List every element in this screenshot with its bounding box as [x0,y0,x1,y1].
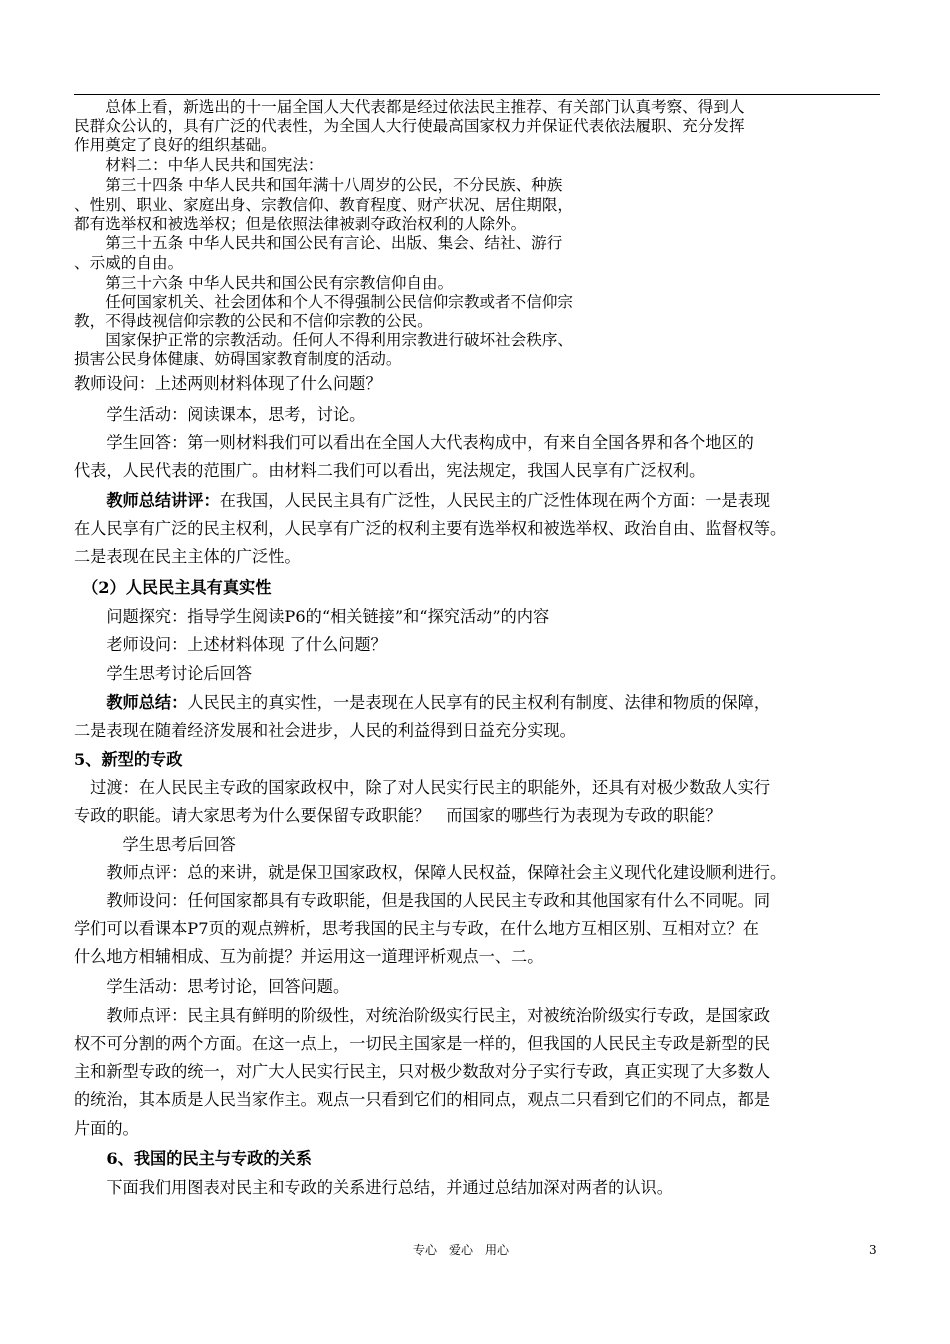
page-number: 3 [869,1243,877,1257]
section-heading [74,577,882,599]
text-line: 的统治，其本质是人民当家作主。观点一只看到它们的相同点，观点二只看到它们的不同点，都是 [74,1090,771,1109]
heading-text: （2）人民民主具有真实性 [90,578,272,597]
text-line: 学生思考后回答 [74,835,236,854]
section-heading: 5、新型的专政 [74,750,183,769]
text-line: 权不可分割的两个方面。在这一点上，一切民主国家是一样的，但我国的人民民主专政是新型的民 [74,1034,771,1053]
text-line: 教师点评：总的来讲，就是保卫国家政权，保障人民权益，保障社会主义现代化建设顺利进行。 [74,863,787,882]
text-line: 第三十五条 中华人民共和国公民有言论、出版、集会、结社、游行 [74,234,563,252]
paragraph-teacher-summary [74,490,882,512]
text-line: 材料二：中华人民共和国宪法： [74,156,324,174]
text-line: 学们可以看课本P7页的观点辨析，思考我国的民主与专政，在什么地方互相区别、互相对立？在 [74,919,759,938]
text-line: 任何国家机关、社会团体和个人不得强制公民信仰宗教或者不信仰宗 [74,293,574,311]
section-heading [74,1148,882,1170]
text-line: 过渡：在人民民主专政的国家政权中，除了对人民实行民主的职能外，还具有对极少数敌人实行 [74,778,771,797]
text-line: 教师设问：上述两则材料体现了什么问题？ [74,374,382,393]
text-line: 都有选举权和被选举权；但是依照法律被剥夺政治权利的人除外。 [74,215,527,233]
text-line: 专政的职能。请大家思考为什么要保留专政职能？ 而国家的哪些行为表现为专政的职能？ [74,806,722,825]
paragraph-teacher-conclusion [74,692,882,714]
text-line: 学生思考讨论后回答 [74,664,253,683]
text-line: 作用奠定了良好的组织基础。 [74,136,277,154]
text-line: 什么地方相辅相成、互为前提？并运用这一道理评析观点一、二。 [74,947,544,966]
text-line: 主和新型专政的统一，对广大人民实行民主，只对极少数敌对分子实行专政，真正实现了大多数人 [74,1062,771,1081]
text-line: 代表，人民代表的范围广。由材料二我们可以看出，宪法规定，我国人民享有广泛权利。 [74,461,706,480]
text-run: 人民民主的真实性，一是表现在人民享有的民主权利有制度、法律和物质的保障， [187,693,771,712]
text-line: 第三十六条 中华人民共和国公民有宗教信仰自由。 [74,274,454,292]
text-line: 学生活动：思考讨论，回答问题。 [74,977,350,996]
text-line: 、示威的自由。 [74,254,184,272]
text-line: 总体上看，新选出的十一届全国人大代表都是经过依法民主推荐、有关部门认真考察、得到人 [74,98,745,116]
text-line: 民群众公认的，具有广泛的代表性，为全国人大行使最高国家权力并保证代表依法履职、充分发挥 [74,117,745,135]
heading-text: 6、我国的民主与专政的关系 [106,1149,312,1168]
text-line: 二是表现在民主主体的广泛性。 [74,547,301,566]
text-line: 教师点评：民主具有鲜明的阶级性，对统治阶级实行民主，对被统治阶级实行专政，是国家政 [74,1006,771,1025]
bold-label: 教师总结讲评： [106,491,220,510]
text-line: 教，不得歧视信仰宗教的公民和不信仰宗教的公民。 [74,312,433,330]
text-line: 国家保护正常的宗教活动。任何人不得利用宗教进行破坏社会秩序、 [74,331,574,349]
text-line: 在人民享有广泛的民主权利，人民享有广泛的权利主要有选举权和被选举权、政治自由、监督权等。 [74,519,787,538]
header-rule [74,94,880,95]
text-line: 二是表现在随着经济发展和社会进步，人民的利益得到日益充分实现。 [74,721,576,740]
bold-label: 教师总结： [106,693,188,712]
text-line: 第三十四条 中华人民共和国年满十八周岁的公民，不分民族、种族 [74,176,563,194]
text-line: 下面我们用图表对民主和专政的关系进行总结，并通过总结加深对两者的认识。 [74,1178,673,1197]
text-line: 学生活动：阅读课本，思考，讨论。 [74,405,366,424]
text-line: 问题探究：指导学生阅读P6的“相关链接”和“探究活动”的内容 [74,607,550,626]
text-line: 、性别、职业、家庭出身、宗教信仰、教育程度、财产状况、居住期限， [74,196,574,214]
text-line: 片面的。 [74,1119,139,1138]
text-line: 老师设问：上述材料体现 了什么问题？ [74,635,387,654]
text-line: 学生回答：第一则材料我们可以看出在全国人大代表构成中，有来自全国各界和各个地区的 [74,433,754,452]
text-line: 教师设问：任何国家都具有专政职能，但是我国的人民民主专政和其他国家有什么不同呢。同 [74,891,771,910]
footer-motto: 专心 爱心 用心 [413,1243,510,1257]
text-run: 在我国，人民民主具有广泛性，人民民主的广泛性体现在两个方面：一是表现 [219,491,771,510]
text-line: 损害公民身体健康、妨碍国家教育制度的活动。 [74,350,402,368]
